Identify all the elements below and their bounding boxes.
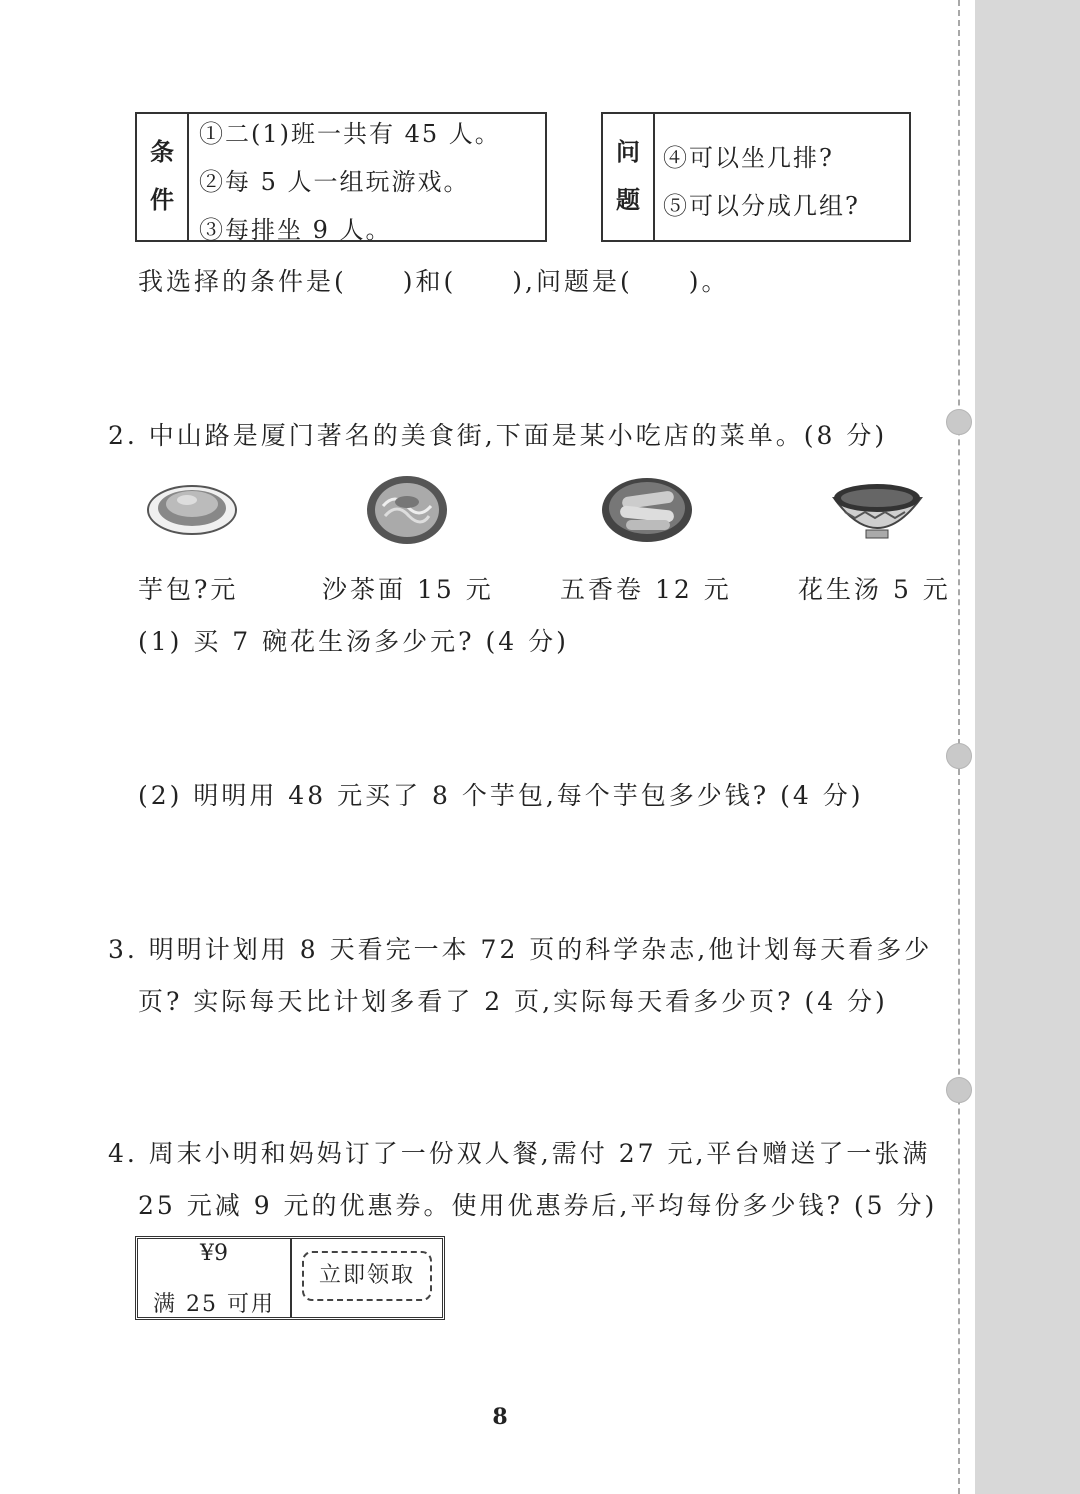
question-4-line-1: 4. 周末小明和妈妈订了一份双人餐,需付 27 元,平台赠送了一张满 — [108, 1139, 931, 1168]
food-label-taro-bun: 芋包?元 — [138, 575, 239, 604]
question-5: ⑤可以分成几组? — [663, 192, 860, 220]
food-label-peanut-soup: 花生汤 5 元 — [798, 575, 951, 604]
food-label-noodle: 沙茶面 15 元 — [322, 575, 494, 604]
food-label-spiced-roll: 五香卷 12 元 — [560, 575, 732, 604]
question-4-line-2: 25 元减 9 元的优惠券。使用优惠券后,平均每份多少钱? (5 分) — [138, 1191, 938, 1220]
taro-bun-plate-icon — [145, 478, 240, 538]
coupon-amount: ¥9 — [200, 1241, 228, 1266]
questions-label: 问题 — [616, 138, 640, 214]
conditions-label: 条件 — [150, 138, 174, 214]
binding-strip — [975, 0, 1080, 1494]
binding-hole-3 — [946, 1077, 972, 1103]
binding-hole-2 — [946, 743, 972, 769]
coupon-condition: 满 25 可用 — [153, 1292, 275, 1317]
question-4: ④可以坐几排? — [663, 144, 834, 172]
question-3-line-2: 页? 实际每天比计划多看了 2 页,实际每天看多少页? (4 分) — [138, 987, 888, 1016]
conditions-box — [135, 112, 547, 242]
condition-2: ②每 5 人一组玩游戏。 — [199, 168, 470, 196]
coupon — [135, 1236, 445, 1320]
questions-box — [601, 112, 911, 242]
binding-hole-1 — [946, 409, 972, 435]
choice-line: 我选择的条件是( )和( ),问题是( )。 — [138, 267, 730, 296]
noodle-bowl-icon — [365, 472, 450, 547]
peanut-soup-bowl-icon — [830, 478, 925, 543]
spiced-roll-plate-icon — [600, 474, 695, 544]
page-number: 8 — [492, 1404, 508, 1430]
question-2-sub-2: (2) 明明用 48 元买了 8 个芋包,每个芋包多少钱? (4 分) — [138, 781, 864, 810]
question-3-line-1: 3. 明明计划用 8 天看完一本 72 页的科学杂志,他计划每天看多少 — [108, 935, 933, 964]
condition-3: ③每排坐 9 人。 — [199, 216, 392, 244]
question-2-text: 2. 中山路是厦门著名的美食街,下面是某小吃店的菜单。(8 分) — [108, 421, 888, 450]
claim-button[interactable]: 立即领取 — [302, 1251, 432, 1301]
question-2-sub-1: (1) 买 7 碗花生汤多少元? (4 分) — [138, 627, 569, 656]
condition-1: ①二(1)班一共有 45 人。 — [199, 120, 501, 148]
